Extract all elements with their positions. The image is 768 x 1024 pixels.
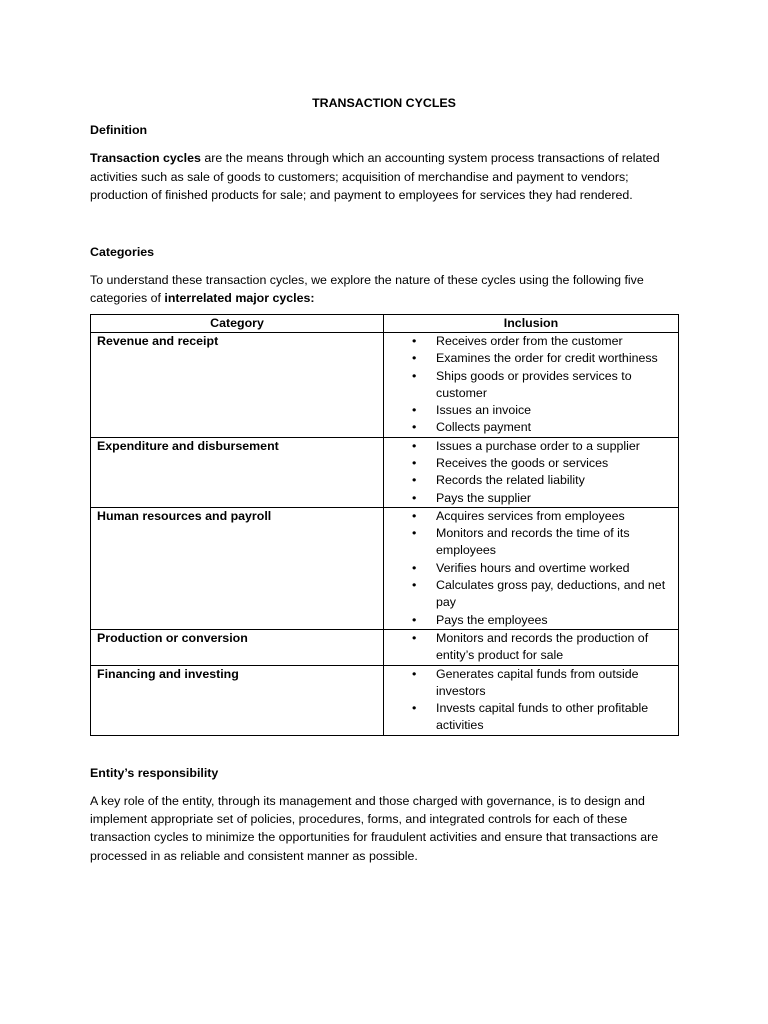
category-cell: Human resources and payroll — [91, 507, 384, 629]
inclusion-cell — [384, 665, 679, 735]
category-cell: Expenditure and disbursement — [91, 437, 384, 507]
inclusion-list-item: • Records the related liability — [390, 472, 672, 489]
document-title: TRANSACTION CYCLES — [312, 96, 456, 110]
categories-intro — [90, 271, 678, 307]
category-cell: Revenue and receipt — [91, 332, 384, 437]
definition-term: Transaction cycles — [90, 151, 201, 166]
inclusion-list-item: • Monitors and records the production of entity’s product for sale — [390, 630, 672, 665]
inclusion-list-item: • Pays the supplier — [390, 490, 672, 507]
inclusion-cell — [384, 437, 679, 507]
responsibility-paragraph: A key role of the entity, through its management and those charged with governance, is to design and implement appropriate set of policies, procedures, forms, and integrated controls for each of these transaction cycles to minimize the opportunities for fraudulent activities and ensure that transactions are processed in as reliable and consistent manner as possible. — [90, 793, 659, 863]
column-header-category: Category — [91, 314, 384, 332]
inclusion-list-item: • Examines the order for credit worthiness — [390, 350, 672, 367]
definition-text: are the means through which an accounting system process transactions of related activities such as sale of goods to customers; acquisition of merchandise and payment to vendors; production of finished products for sale; and payment to employees for services they had rendered. — [90, 151, 660, 202]
categories-intro-text: To understand these transaction cycles, we explore the nature of these cycles using the following five categories of — [90, 273, 644, 306]
responsibility-heading: Entity’s responsibility — [90, 765, 219, 780]
inclusion-list-item: • Issues an invoice — [390, 402, 672, 419]
inclusion-list — [390, 333, 672, 437]
table-header-row — [91, 314, 679, 332]
table-body — [91, 332, 679, 735]
inclusion-list-item: • Calculates gross pay, deductions, and net pay — [390, 577, 672, 612]
inclusion-list — [390, 666, 672, 735]
table-row — [91, 437, 679, 507]
cycles-table — [90, 314, 679, 736]
inclusion-list-item: • Verifies hours and overtime worked — [390, 560, 672, 577]
category-cell: Financing and investing — [91, 665, 384, 735]
spacer — [90, 736, 678, 764]
inclusion-list-item: • Monitors and records the time of its employees — [390, 525, 672, 560]
categories-intro-bold: interrelated major cycles: — [164, 291, 315, 306]
inclusion-list — [390, 630, 672, 665]
inclusion-list-item: • Receives the goods or services — [390, 455, 672, 472]
table-row — [91, 665, 679, 735]
spacer — [90, 214, 678, 243]
inclusion-list-item: • Issues a purchase order to a supplier — [390, 438, 672, 455]
table-row — [91, 507, 679, 629]
column-header-inclusion: Inclusion — [384, 314, 679, 332]
inclusion-list — [390, 508, 672, 629]
inclusion-cell — [384, 507, 679, 629]
inclusion-list-item: • Pays the employees — [390, 612, 672, 629]
inclusion-list-item: • Receives order from the customer — [390, 333, 672, 350]
inclusion-list-item: • Ships goods or provides services to customer — [390, 368, 672, 403]
table-row — [91, 332, 679, 437]
definition-paragraph — [90, 149, 678, 204]
category-cell: Production or conversion — [91, 629, 384, 665]
table-row — [91, 629, 679, 665]
inclusion-list — [390, 438, 672, 507]
definition-heading: Definition — [90, 123, 148, 138]
inclusion-list-item: • Acquires services from employees — [390, 508, 672, 525]
categories-heading: Categories — [90, 245, 155, 260]
inclusion-cell — [384, 629, 679, 665]
inclusion-cell — [384, 332, 679, 437]
inclusion-list-item: • Generates capital funds from outside investors — [390, 666, 672, 701]
document-page — [90, 94, 678, 875]
inclusion-list-item: • Collects payment — [390, 419, 672, 436]
inclusion-list-item: • Invests capital funds to other profitable activities — [390, 700, 672, 735]
